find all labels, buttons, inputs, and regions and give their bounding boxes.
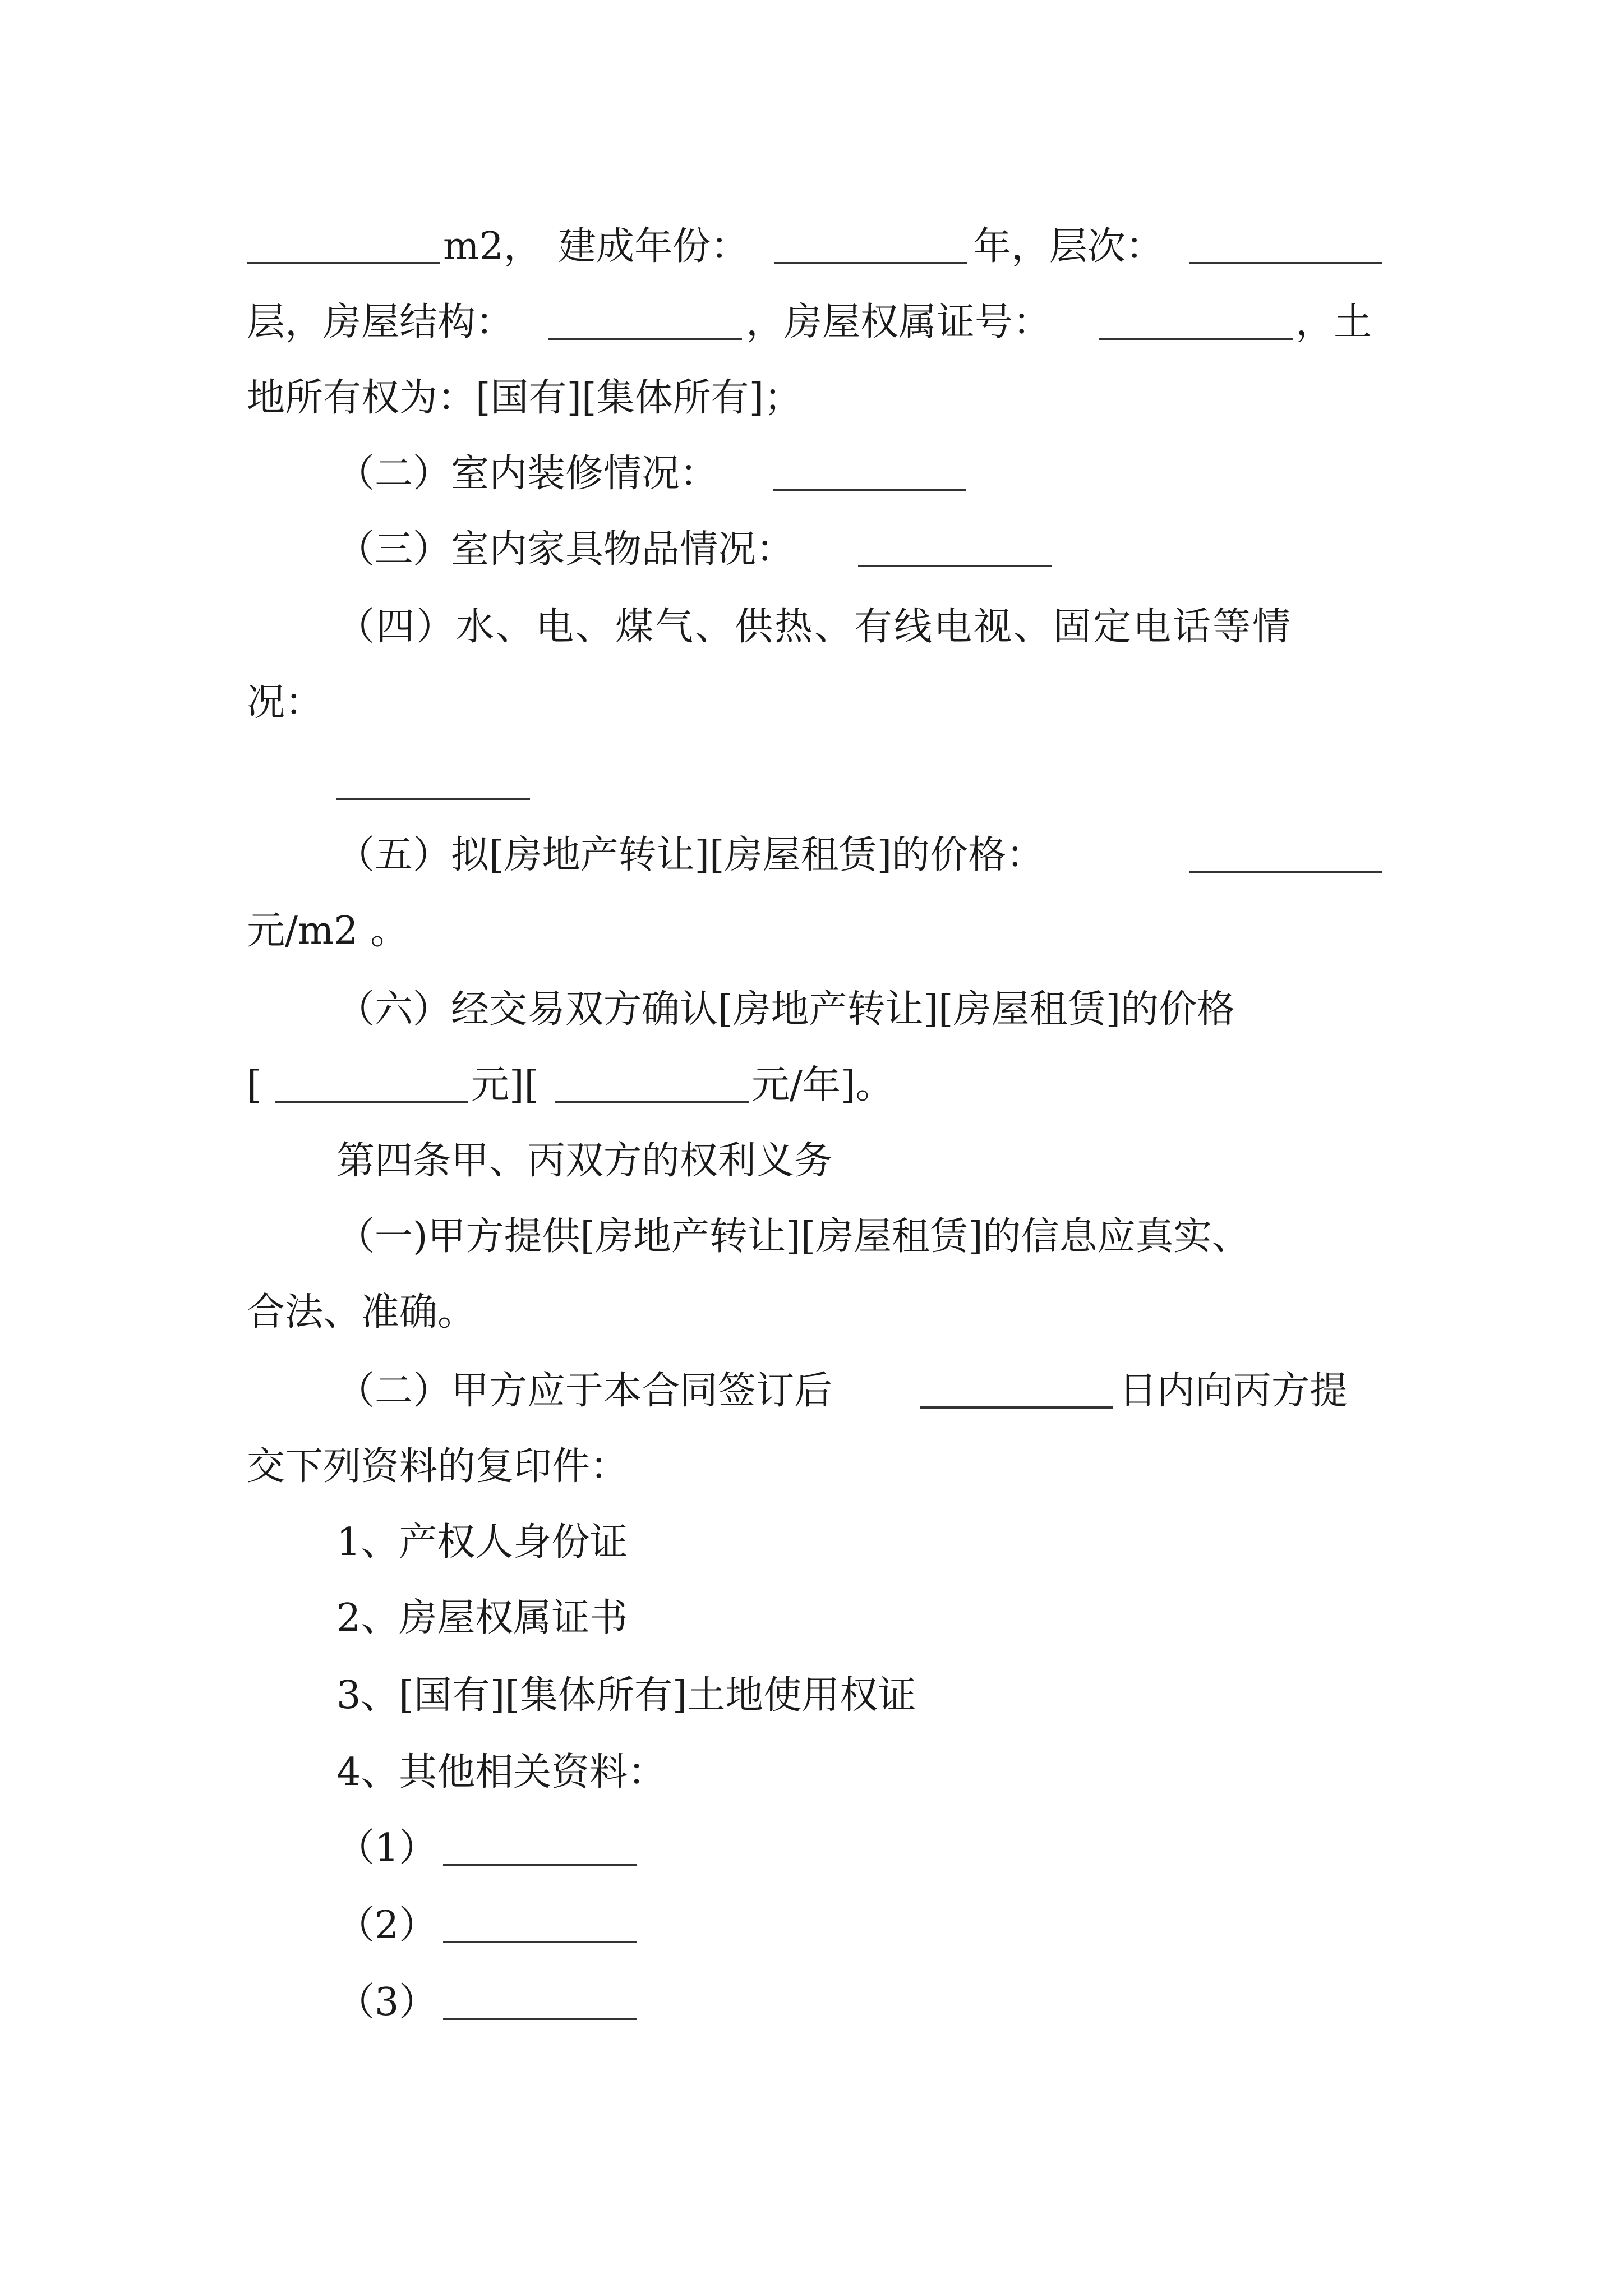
item-3-text: 3、[国有][集体所有]土地使用权证 xyxy=(336,1673,916,1718)
cert-blank xyxy=(1099,335,1293,340)
confirmed-price-label: （六）经交易双方确认[房地产转让][房屋租赁]的价格 xyxy=(336,987,1235,1032)
utilities-blank xyxy=(336,795,530,800)
line-item-1 xyxy=(0,1512,1623,1573)
line-submit-days xyxy=(0,1360,1623,1422)
item-4-text: 4、其他相关资料： xyxy=(336,1750,666,1795)
structure-label: 层，房屋结构： xyxy=(247,300,514,344)
land-label-start: ，土 xyxy=(1295,300,1372,344)
price-yuan-year-blank xyxy=(555,1098,749,1103)
sub-item-2-blank xyxy=(443,1939,637,1943)
yuan-year-text: 元/年]。 xyxy=(751,1063,894,1107)
line-proposed-price xyxy=(0,825,1623,886)
price-unit-text: 元/m2 。 xyxy=(247,909,409,953)
line-article-four xyxy=(0,1130,1623,1192)
utilities-label: （四）水、电、煤气、供热、有线电视、固定电话等情 xyxy=(336,605,1293,649)
line-area-year-floor xyxy=(0,216,1623,278)
utilities-label-cont: 况： xyxy=(247,680,324,725)
line-furniture xyxy=(0,519,1623,581)
submit-days-label: （二）甲方应于本合同签订后 xyxy=(336,1369,833,1413)
line-land-ownership xyxy=(0,367,1623,429)
area-unit: m2， xyxy=(443,224,542,269)
decoration-blank xyxy=(773,487,966,491)
sub-item-1-label: （1） xyxy=(336,1826,437,1870)
proposed-price-label: （五）拟[房地产转让][房屋租赁]的价格： xyxy=(336,833,1045,877)
line-utilities-cont xyxy=(0,672,1623,734)
price-yuan-blank xyxy=(275,1098,468,1103)
structure-blank xyxy=(548,335,742,340)
line-party-a-info xyxy=(0,1206,1623,1268)
submit-days-label-end: 日内向丙方提 xyxy=(1119,1369,1348,1413)
party-a-info-cont-text: 合法、准确。 xyxy=(247,1290,476,1335)
area-blank xyxy=(247,260,440,264)
line-sub-item-3 xyxy=(0,1972,1623,2033)
submit-days-blank xyxy=(920,1404,1113,1409)
article-four-heading: 第四条甲、丙双方的权利义务 xyxy=(336,1139,833,1183)
line-confirmed-price-values xyxy=(0,1055,1623,1116)
line-copies xyxy=(0,1436,1623,1498)
bracket-open: [ xyxy=(247,1063,262,1107)
line-sub-item-1 xyxy=(0,1818,1623,1879)
floor-label: 年，层次： xyxy=(973,224,1164,269)
line-item-4 xyxy=(0,1742,1623,1803)
floor-blank xyxy=(1189,260,1382,264)
yuan-bracket-text: 元][ xyxy=(471,1063,540,1107)
proposed-price-blank xyxy=(1189,868,1382,873)
furniture-label: （三）室内家具物品情况： xyxy=(336,527,795,572)
line-sub-item-2 xyxy=(0,1895,1623,1957)
sub-item-1-blank xyxy=(443,1861,637,1866)
line-utilities xyxy=(0,596,1623,658)
decoration-label: （二）室内装修情况： xyxy=(336,452,718,496)
item-1-text: 1、产权人身份证 xyxy=(336,1520,628,1565)
line-party-a-info-cont xyxy=(0,1282,1623,1343)
cert-label: ，房屋权属证号： xyxy=(746,300,1052,344)
line-structure-cert xyxy=(0,292,1623,353)
line-decoration xyxy=(0,443,1623,505)
line-confirmed-price xyxy=(0,979,1623,1041)
land-ownership-text: 地所有权为：[国有][集体所有]； xyxy=(247,376,803,420)
item-2-text: 2、房屋权属证书 xyxy=(336,1596,628,1640)
line-price-unit xyxy=(0,900,1623,962)
furniture-blank xyxy=(858,563,1052,567)
line-item-3 xyxy=(0,1665,1623,1727)
sub-item-3-label: （3） xyxy=(336,1980,437,2024)
copies-text: 交下列资料的复印件： xyxy=(247,1444,629,1489)
build-year-label: 建成年份： xyxy=(558,224,749,269)
party-a-info-text: （一)甲方提供[房地产转让][房屋租赁]的信息应真实、 xyxy=(336,1214,1250,1259)
line-item-2 xyxy=(0,1588,1623,1649)
build-year-blank xyxy=(774,260,967,264)
sub-item-3-blank xyxy=(443,2016,637,2020)
sub-item-2-label: （2） xyxy=(336,1903,437,1948)
